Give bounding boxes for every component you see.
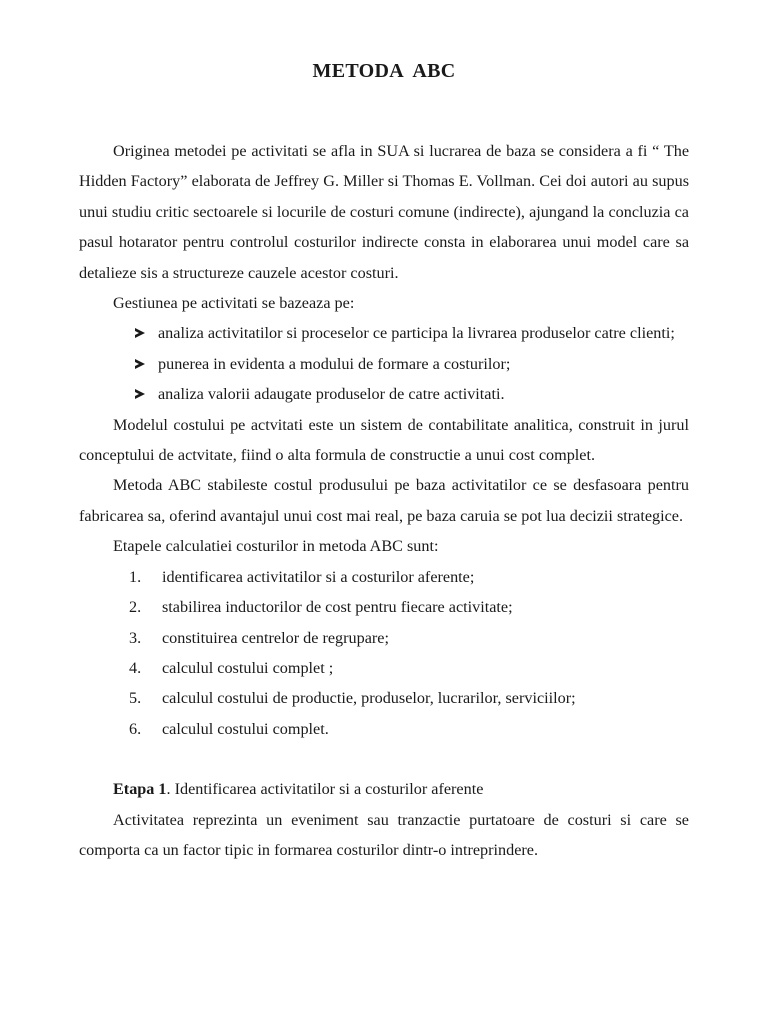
- list-item: [129, 653, 689, 683]
- paragraph-cost-model: Modelul costului pe actvitati este un sistem de contabilitate analitica, construit in jurul conceptului de actvitate, fiind o alta formula de constructie a unui cost complet.: [79, 415, 689, 465]
- arrow-bullet-icon: [135, 328, 145, 338]
- step-text: calculul costului de productie, produselor, lucrarilor, serviciilor;: [162, 689, 576, 708]
- step-number: 1.: [129, 567, 142, 586]
- list-item: [129, 623, 689, 653]
- etapa-title: . Identificarea activitatilor si a costurilor aferente: [166, 780, 484, 799]
- paragraph-activity-definition: Activitatea reprezinta un eveniment sau tranzactie purtatoare de costuri si care se comporta ca un factor tipic in formarea costurilor dintr-o intreprindere.: [79, 810, 689, 859]
- arrow-bullet-icon: [135, 389, 145, 399]
- steps-list: [79, 562, 689, 744]
- step-text: constituirea centrelor de regrupare;: [162, 628, 389, 647]
- paragraph-origin: Originea metodei pe activitati se afla in SUA si lucrarea de baza se considera a fi “ The Hidden Factory” elaborata de Jeffrey G. Miller si Thomas E. Vollman. Cei doi autori au supus unui studiu critic sectoarele si locurile de costuri comune (indirecte), ajungand la concluzia ca pasul hotarator pentru controlul costurilor indirecte consta in elaborarea unui model care sa detalieze sis a structureze cauzele acestor costuri.: [79, 142, 689, 282]
- step-number: 6.: [129, 719, 142, 738]
- step-number: 4.: [129, 658, 142, 677]
- etapa-label: Etapa 1: [113, 780, 167, 799]
- step-text: identificarea activitatilor si a costurilor aferente;: [162, 567, 475, 586]
- section-spacer: [79, 744, 689, 774]
- list-item: [129, 592, 689, 622]
- list-item: [135, 349, 689, 379]
- document-body: [79, 136, 689, 865]
- list-item: [129, 683, 689, 713]
- arrow-bullet-icon: [135, 359, 145, 369]
- step-number: 5.: [129, 689, 142, 708]
- step-text: calculul costului complet.: [162, 719, 329, 738]
- bullet-list: [79, 318, 689, 409]
- list-item-text: analiza valorii adaugate produselor de catre activitati.: [158, 385, 505, 404]
- step-number: 3.: [129, 628, 142, 647]
- list-item: [129, 714, 689, 744]
- page-title: METODA ABC: [312, 60, 456, 82]
- paragraph-steps-intro: Etapele calculatiei costurilor in metoda ABC sunt:: [113, 537, 439, 556]
- section-heading-etapa-1: [79, 774, 689, 804]
- paragraph-management-intro: Gestiunea pe activitati se bazeaza pe:: [113, 294, 355, 313]
- step-number: 2.: [129, 598, 142, 617]
- list-item: [129, 562, 689, 592]
- step-text: calculul costului complet ;: [162, 658, 334, 677]
- paragraph-abc-method: Metoda ABC stabileste costul produsului pe baza activitatilor ce se desfasoara pentru fabricarea sa, oferind avantajul unui cost mai real, pe baza caruia se pot lua decizii strategice.: [79, 476, 689, 525]
- list-item: [135, 318, 689, 348]
- step-text: stabilirea inductorilor de cost pentru fiecare activitate;: [162, 598, 513, 617]
- list-item-text: analiza activitatilor si proceselor ce participa la livrarea produselor catre clienti;: [158, 324, 675, 343]
- list-item: [135, 379, 689, 409]
- list-item-text: punerea in evidenta a modului de formare a costurilor;: [158, 354, 511, 373]
